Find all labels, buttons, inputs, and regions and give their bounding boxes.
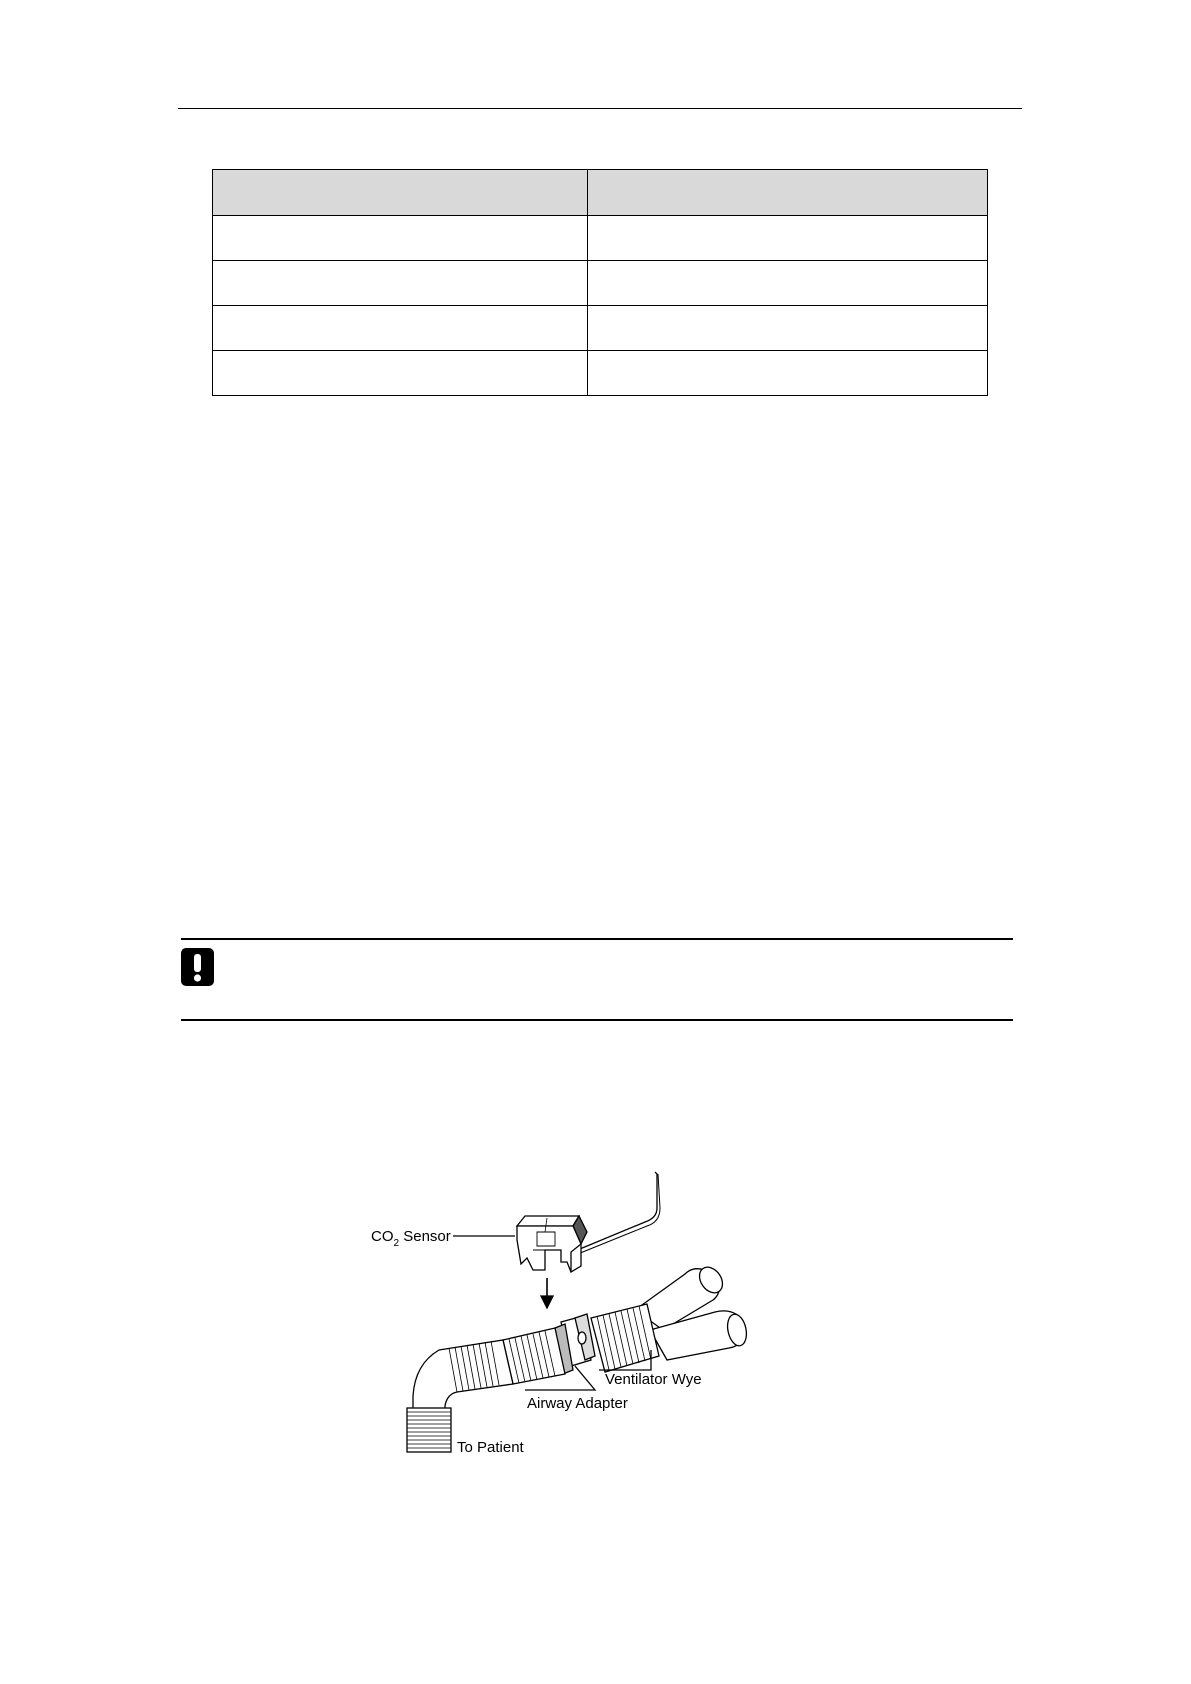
label-airway-adapter: Airway Adapter bbox=[527, 1395, 628, 1412]
table-header-cell bbox=[213, 170, 588, 216]
table-row bbox=[213, 216, 988, 261]
table-header-row bbox=[213, 170, 988, 216]
table-cell bbox=[588, 216, 988, 261]
table-cell bbox=[213, 216, 588, 261]
table-cell bbox=[588, 351, 988, 396]
table-row bbox=[213, 351, 988, 396]
table-cell bbox=[213, 351, 588, 396]
label-ventilator-wye: Ventilator Wye bbox=[605, 1371, 702, 1388]
table-cell bbox=[213, 306, 588, 351]
table-cell bbox=[213, 261, 588, 306]
co2-sensor-connection-figure bbox=[371, 1170, 795, 1458]
table-header-cell bbox=[588, 170, 988, 216]
table-row bbox=[213, 261, 988, 306]
table-cell bbox=[588, 261, 988, 306]
caution-note bbox=[181, 938, 1013, 1021]
co2-sensor bbox=[517, 1216, 587, 1272]
patient-tube bbox=[407, 1408, 451, 1452]
insertion-arrow bbox=[541, 1278, 553, 1308]
ribbed-tube-middle bbox=[503, 1328, 565, 1384]
label-to-patient: To Patient bbox=[457, 1439, 524, 1456]
table-cell bbox=[588, 306, 988, 351]
ribbed-tube-right bbox=[591, 1304, 659, 1372]
table-row bbox=[213, 306, 988, 351]
caution-exclamation-icon bbox=[181, 948, 214, 986]
spec-table bbox=[212, 169, 988, 396]
label-co2-sensor: $CO_2$ Sensor bbox=[371, 1228, 451, 1249]
header-rule bbox=[178, 108, 1022, 109]
